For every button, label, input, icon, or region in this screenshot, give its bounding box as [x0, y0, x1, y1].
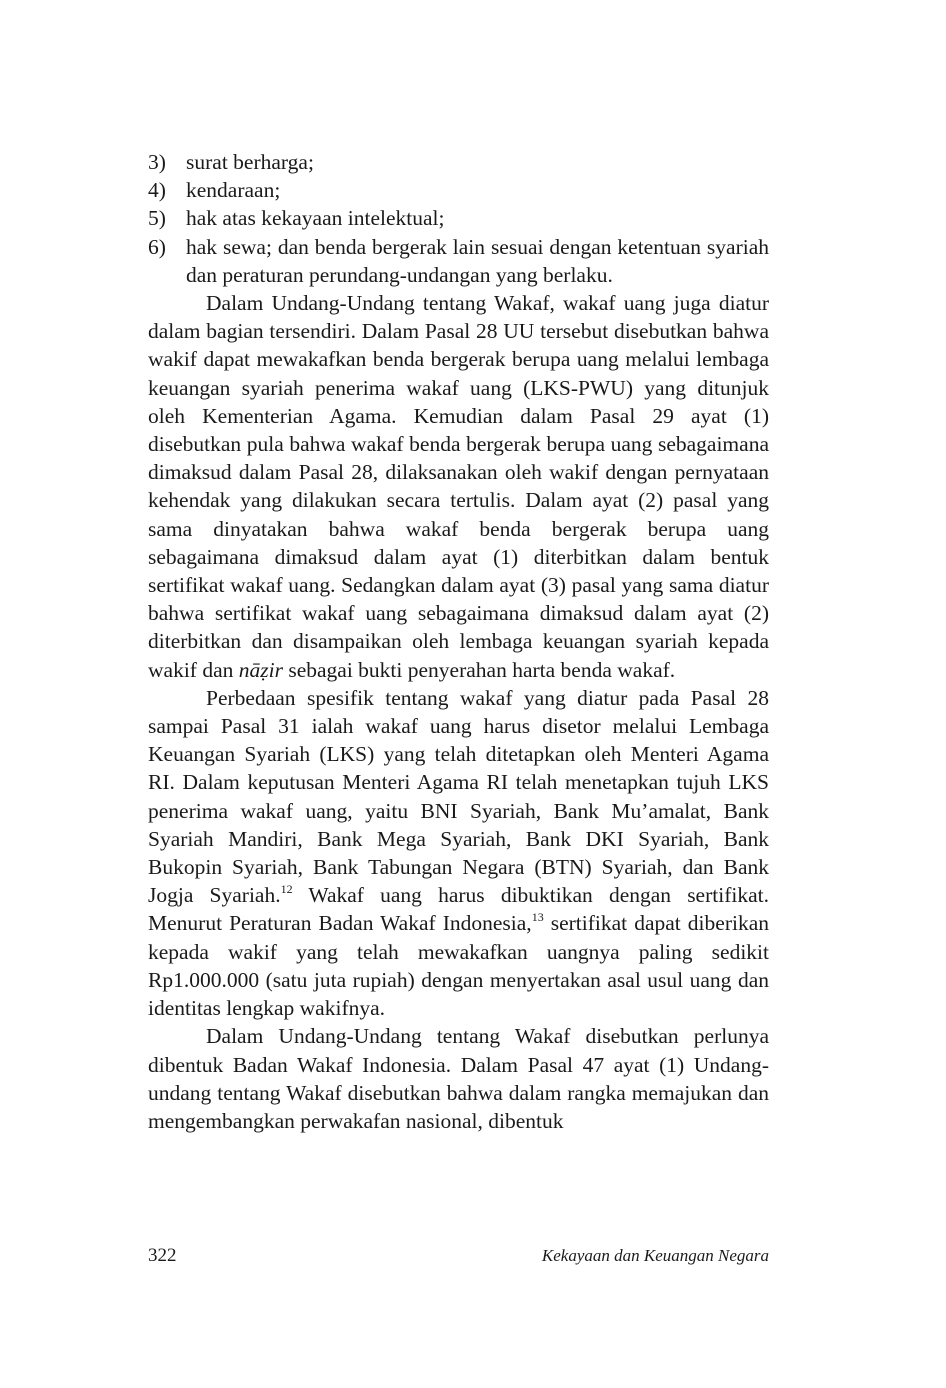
running-title: Kekayaan dan Keuangan Negara: [541, 1246, 769, 1265]
paragraph-text: Dalam Undang-Undang tentang Wakaf disebutkan perlunya dibentuk Badan Wakaf Indonesia. Dalam Pasal 47 ayat (1) Undang-undang tentang Wakaf disebutkan bahwa dalam rangka memajukan dan mengembangkan perwakafan nasional, dibentuk: [148, 1024, 769, 1133]
list-number: 4): [148, 178, 166, 203]
paragraph-text: sebagai bukti penyerahan harta benda wakaf.: [288, 657, 676, 682]
paragraph-wakaf-uang: [148, 289, 769, 684]
paragraph-text: Perbedaan spesifik tentang wakaf yang diatur pada Pasal 28 sampai Pasal 31 ialah wakaf uang harus disetor melalui Lembaga Keuangan Syariah (LKS) yang telah ditetapkan oleh Menteri Agama RI. Dalam keputusan Menteri Agama RI telah menetapkan tujuh LKS penerima wakaf uang, yaitu BNI Syariah, Bank Mu’amalat, Bank Syariah Mandiri, Bank Mega Syariah, Bank DKI Syariah, Bank Bukopin Syariah, Bank Tabungan Negara (BTN) Syariah, dan Bank Jogja Syariah.: [148, 685, 769, 908]
list-item: [148, 233, 769, 289]
list-number: 5): [148, 206, 166, 231]
body-text: [148, 148, 769, 1135]
page-footer: [148, 1245, 769, 1267]
list-text: surat berharga;: [186, 150, 314, 174]
list-item: [148, 176, 769, 204]
list-item: [148, 204, 769, 232]
list-number: 6): [148, 234, 166, 259]
list-text: hak atas kekayaan intelektual;: [186, 206, 445, 231]
list-number: 3): [148, 150, 166, 174]
paragraph-text: sertifikat dapat diberikan kepada wakif yang telah mewakafkan uangnya paling sedikit Rp1.000.000 (satu juta rupiah) dengan menyertakan asal usul uang dan identitas lengkap wakifnya.: [148, 911, 769, 1021]
footnote-ref-13[interactable]: 13: [531, 910, 544, 925]
list-item: [148, 148, 769, 176]
italic-term-nazir: nāẓir: [238, 657, 283, 682]
paragraph-badan-wakaf: [148, 1022, 769, 1135]
list-text: hak sewa; dan benda bergerak lain sesuai dengan ketentuan syariah dan peraturan perundang-undangan yang berlaku.: [186, 234, 769, 287]
footnote-ref-12[interactable]: 12: [280, 882, 293, 897]
paragraph-perbedaan: [148, 684, 769, 1022]
numbered-list: [148, 148, 769, 289]
paragraph-text: Dalam Undang-Undang tentang Wakaf, wakaf uang juga diatur dalam bagian tersendiri. Dalam Pasal 28 UU tersebut disebutkan bahwa wakif dapat mewakafkan benda bergerak berupa uang melalui lembaga keuangan syariah penerima wakaf uang (LKS-PWU) yang ditunjuk oleh Kementerian Agama. Kemudian dalam Pasal 29 ayat (1) disebutkan pula bahwa wakaf benda bergerak berupa uang sebagaimana dimaksud dalam Pasal 28, dilaksanakan oleh wakif dengan pernyataan kehendak yang dilakukan secara tertulis. Dalam ayat (2) pasal yang sama dinyatakan bahwa wakaf benda bergerak berupa uang sebagaimana dimaksud dalam ayat (1) diterbitkan dalam bentuk sertifikat wakaf uang. Sedangkan dalam ayat (3) pasal yang sama diatur bahwa sertifikat wakaf uang sebagaimana dimaksud dalam ayat (2) diterbitkan dan disampaikan oleh lembaga keuangan syariah kepada wakif dan: [148, 291, 769, 682]
paragraph-text: Wakaf uang harus dibuktikan dengan sertifikat. Menurut Peraturan Badan Wakaf Indonesia,: [148, 883, 769, 936]
list-text: kendaraan;: [186, 178, 281, 203]
page-number: 322: [148, 1245, 177, 1266]
